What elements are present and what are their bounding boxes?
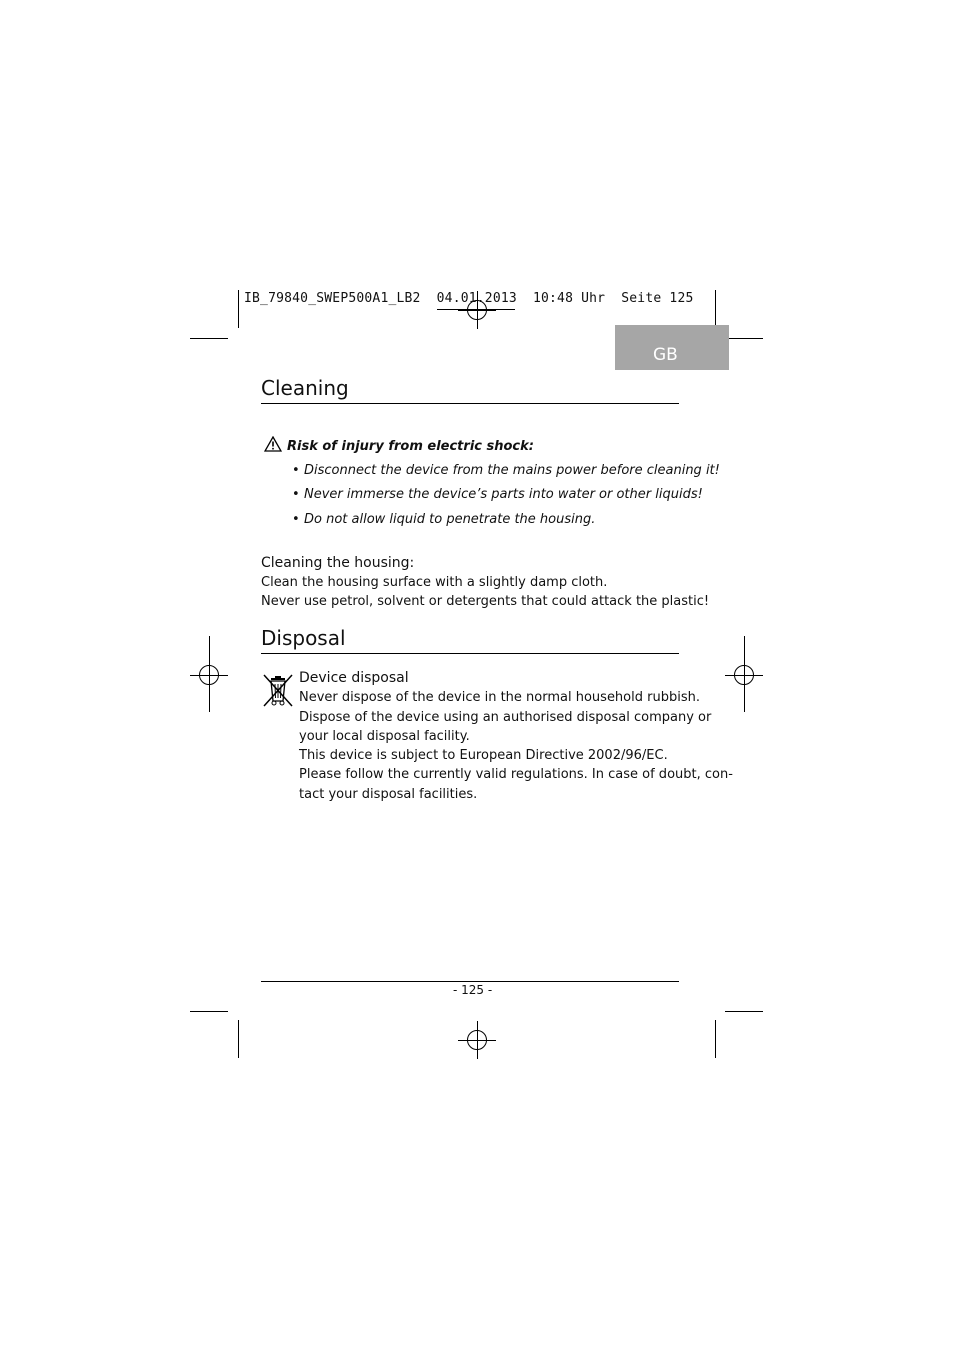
language-tab	[615, 325, 729, 370]
crossed-out-wheelie-bin-icon	[261, 672, 295, 712]
body-text: Dispose of the device using an authorised disposal company or	[299, 710, 712, 725]
list-item: • Never immerse the device’s parts into water or other liquids!	[292, 487, 703, 502]
body-text: Never dispose of the device in the normal household rubbish.	[299, 690, 700, 705]
body-text: This device is subject to European Directive 2002/96/EC.	[299, 748, 668, 763]
crop-mark	[725, 338, 763, 339]
crop-mark	[238, 290, 239, 328]
crop-mark	[715, 290, 716, 328]
housing-heading: Cleaning the housing:	[261, 555, 415, 571]
print-header: IB_79840_SWEP500A1_LB2 04.01.2013 10:48 Uhr Seite 125	[244, 291, 694, 306]
warning-title: Risk of injury from electric shock:	[287, 439, 534, 454]
list-item: • Do not allow liquid to penetrate the housing.	[292, 512, 596, 527]
warning-triangle-icon	[264, 436, 282, 456]
list-item-text: Do not allow liquid to penetrate the housing.	[304, 512, 596, 527]
body-text: Never use petrol, solvent or detergents that could attack the plastic!	[261, 594, 710, 609]
body-text: your local disposal facility.	[299, 729, 470, 744]
page-number: - 125 -	[453, 983, 493, 997]
crop-mark	[190, 1011, 228, 1012]
body-text: tact your disposal facilities.	[299, 787, 478, 802]
crop-mark	[238, 1020, 239, 1058]
crop-mark	[190, 338, 228, 339]
list-item: • Disconnect the device from the mains power before cleaning it!	[292, 463, 720, 478]
print-header-underline	[437, 309, 515, 310]
heading-rule	[261, 403, 679, 404]
list-item-text: Never immerse the device’s parts into water or other liquids!	[304, 487, 703, 502]
footer-rule	[261, 981, 679, 982]
list-item-text: Disconnect the device from the mains power before cleaning it!	[304, 463, 720, 478]
cleaning-heading: Cleaning	[261, 376, 349, 400]
crop-mark	[725, 1011, 763, 1012]
body-text: Clean the housing surface with a slightly damp cloth.	[261, 575, 608, 590]
crop-mark	[715, 1020, 716, 1058]
body-text: Please follow the currently valid regulations. In case of doubt, con-	[299, 767, 733, 782]
heading-rule	[261, 653, 679, 654]
language-tab-label: GB	[653, 345, 678, 365]
device-disposal-heading: Device disposal	[299, 670, 409, 686]
disposal-heading: Disposal	[261, 626, 346, 650]
